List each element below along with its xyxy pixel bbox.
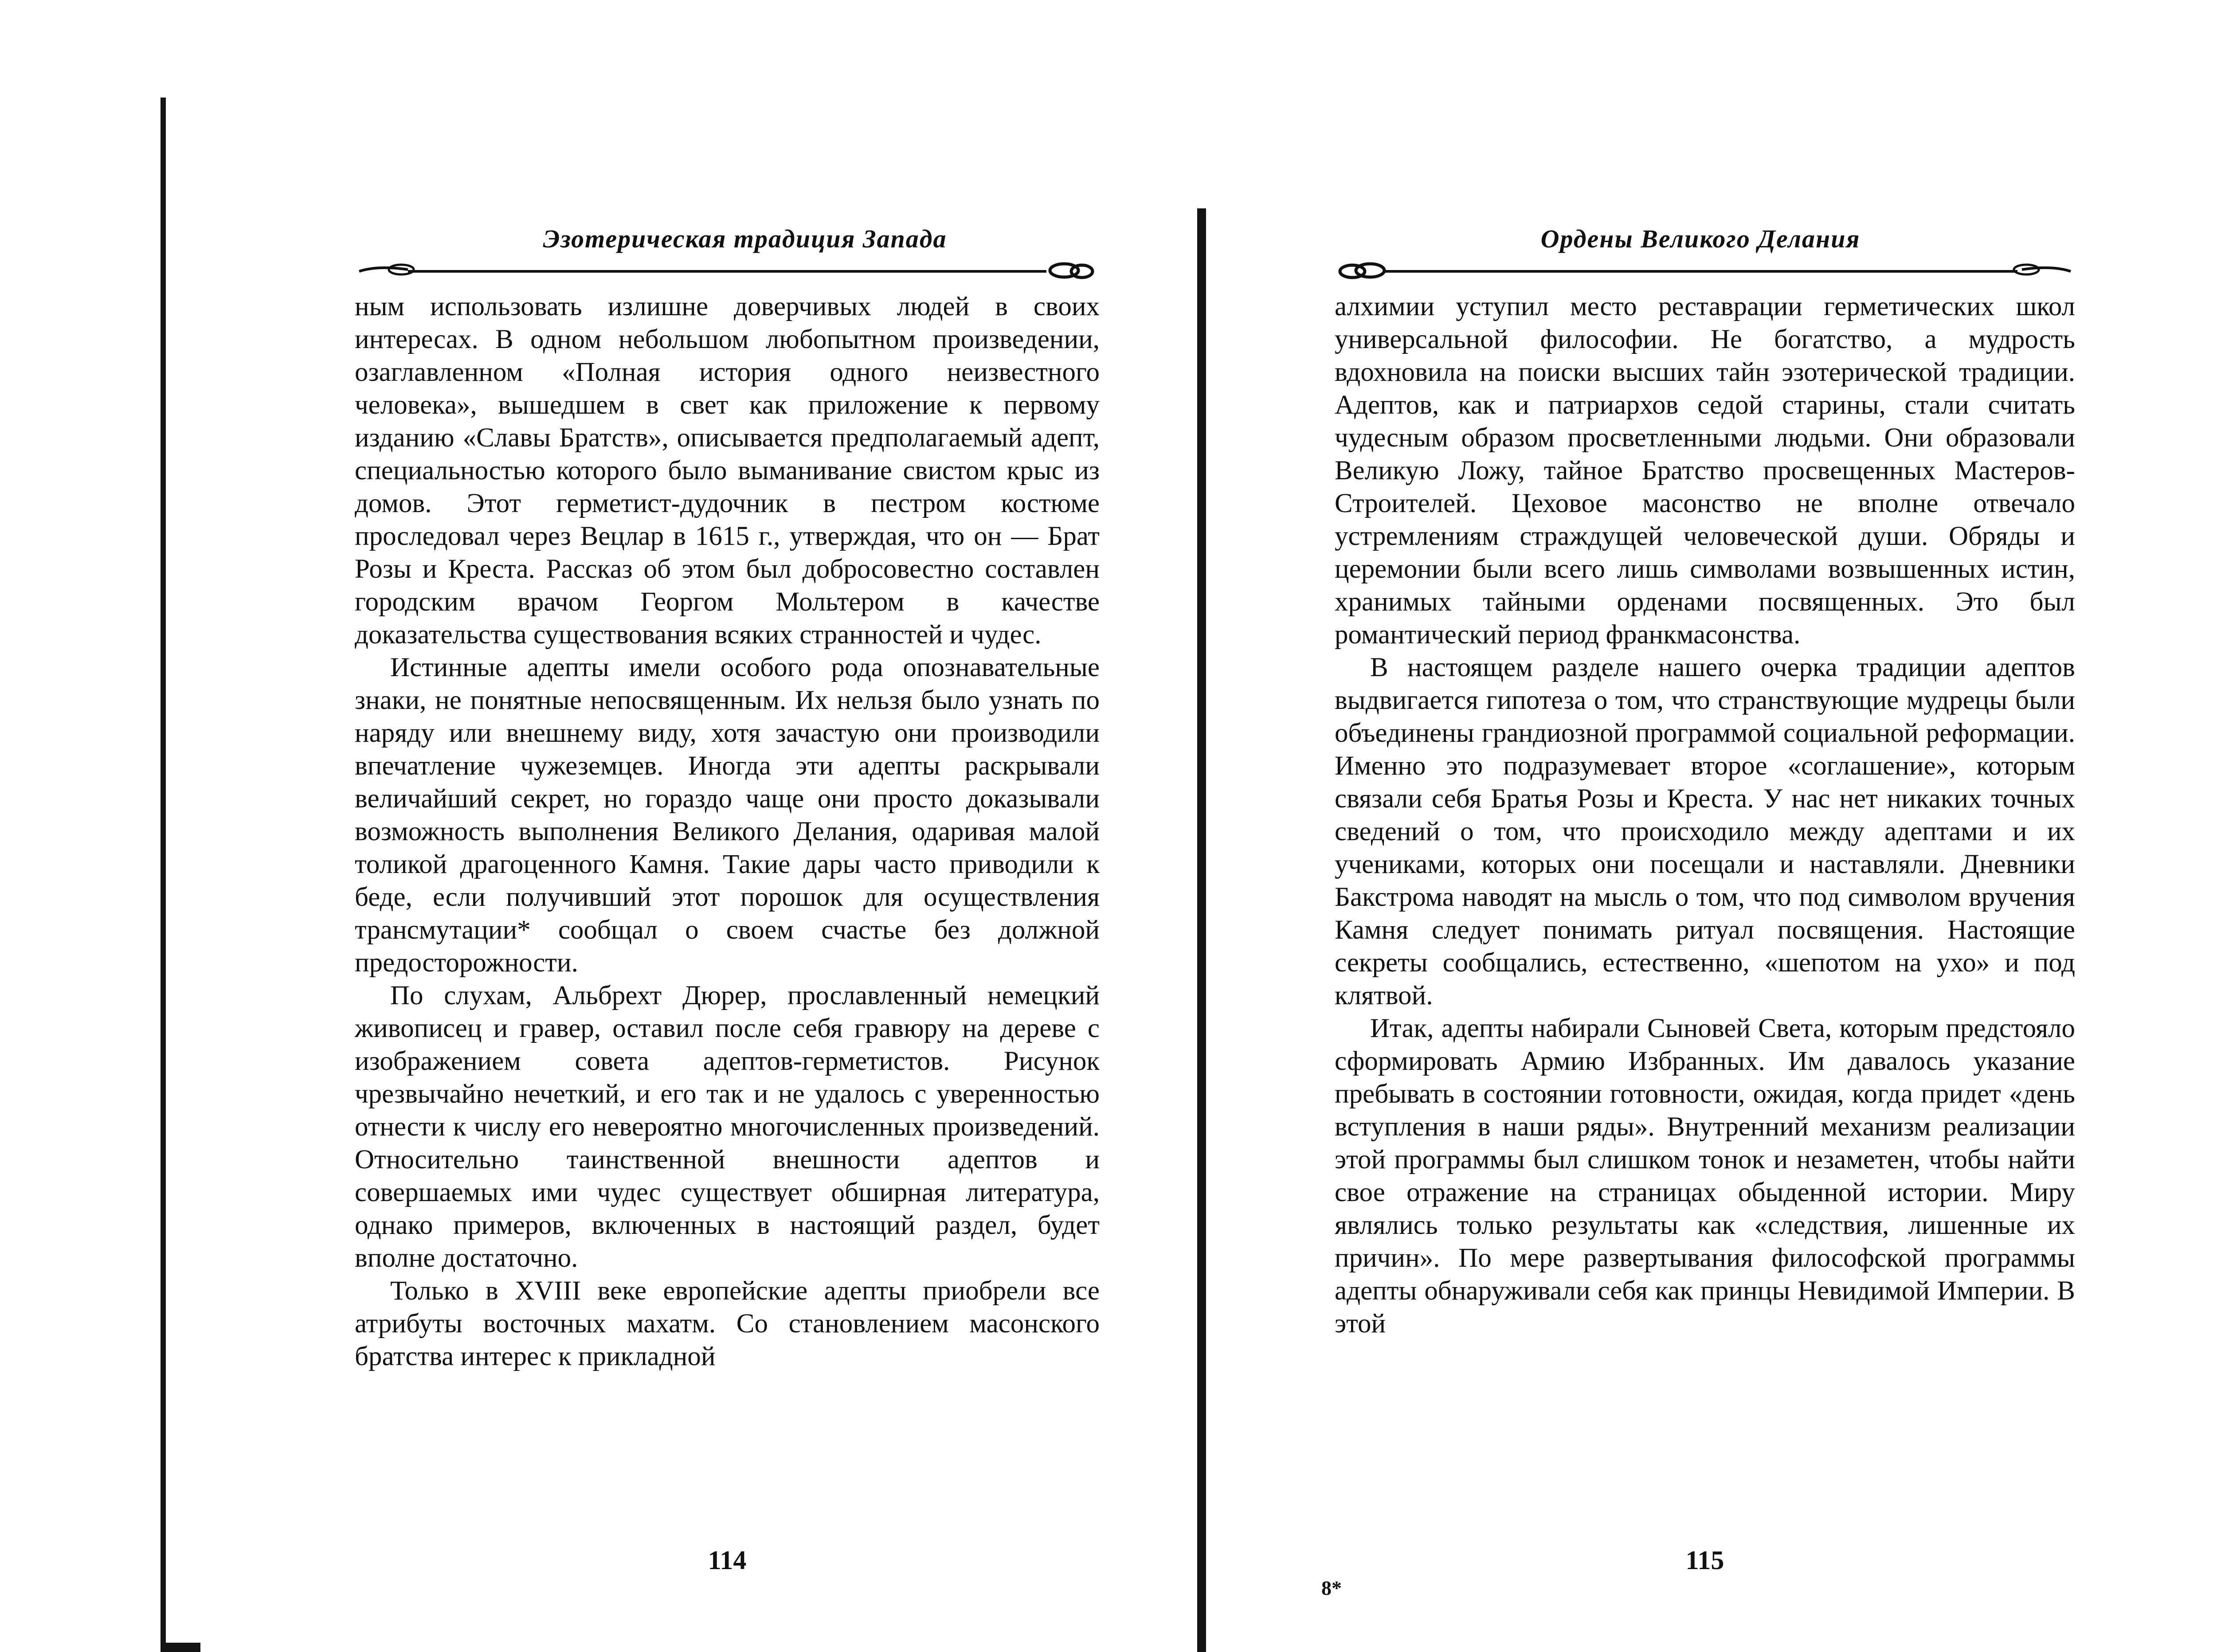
paragraph: Только в XVIII веке европейские адепты приобрели все атрибуты восточных махатм. Со становлением масонского братства интерес к прикладной <box>355 1276 1100 1371</box>
left-ornamental-rule <box>355 257 1100 284</box>
paragraph: В настоящем разделе нашего очерка традиции адептов выдвигается гипотеза о том, что странствующие мудрецы были объединены грандиозной программой социальной реформации. Именно это подразумевает второе «соглашение», которым связали себя Братья Розы и Креста. У нас нет никаких точных сведений о том, что происходило между адептами и их учениками, которых они посещали и наставляли. Дневники Бакстрома наводят на мысль о том, что под символом вручения Камня следует понимать ритуал посвящения. Настоящие секреты сообщались, естественно, «шепотом на ухо» и под клятвой. <box>1335 653 2075 1010</box>
center-gutter-edge <box>1197 208 1206 1652</box>
left-running-head: Эзотерическая традиция Запада <box>543 224 947 253</box>
left-scan-edge <box>161 98 166 1652</box>
paragraph: Истинные адепты имели особого рода опознавательные знаки, не понятные непосвященным. Их нельзя было узнать по наряду или внешнему виду, хотя зачастую они производили впечатление чужеземцев. Иногда эти адепты раскрывали величайший секрет, но гораздо чаще они просто доказывали возможность выполнения Великого Делания, одаривая малой толикой драгоценного Камня. Такие дары часто приводили к беде, если получивший этот порошок для осуществления трансмутации* сообщал о своем счастье без должной предосторожности. <box>355 653 1100 978</box>
right-running-head: Ордены Великого Делания <box>1540 224 1861 253</box>
page-number: 115 <box>1685 1546 1724 1575</box>
left-scan-foot <box>161 1643 200 1652</box>
signature-mark: 8* <box>1321 1577 1342 1599</box>
paragraph: По слухам, Альбрехт Дюрер, прославленный немецкий живописец и гравер, оставил после себя гравюру на дереве с изображением совета адептов-герметистов. Рисунок чрезвычайно нечеткий, и его так и не удалось с уверенностью отнести к числу его невероятно многочисленных произведений. Относительно таинственной внешности адептов и совершаемых ими чудес существует обширная литература, однако примеров, включенных в настоящий раздел, будет вполне достаточно. <box>355 981 1100 1273</box>
left-body-text <box>355 290 1100 1373</box>
page-number: 114 <box>708 1546 747 1575</box>
paragraph: Итак, адепты набирали Сыновей Света, которым предстояло сформировать Армию Избранных. Им давалось указание пребывать в состоянии готовности, ожидая, когда придет «день вступления в наши ряды». Внутренний механизм реализации этой программы был слишком тонок и незаметен, чтобы найти свое отражение на страницах обыденной истории. Миру являлись только результаты как «следствия, лишенные их причин». По мере развертывания философской программы адепты обнаруживали себя как принцы Невидимой Империи. В этой <box>1335 1014 2075 1339</box>
paragraph: алхимии уступил место реставрации герметических школ универсальной философии. Не богатство, а мудрость вдохновила на поиски высших тайн эзотерической традиции. Адептов, как и патриархов седой старины, стали считать чудесным образом просветленными людьми. Они образовали Великую Ложу, тайное Братство просвещенных Мастеров-Строителей. Цеховое масонство не вполне отвечало устремлениям страждущей человеческой души. Обряды и церемонии были всего лишь символами возвышенных истин, хранимых тайными орденами посвященных. Это был романтический период франкмасонства. <box>1335 292 2075 650</box>
right-body-text <box>1335 290 2075 1340</box>
right-ornamental-rule <box>1335 257 2075 284</box>
paragraph: ным использовать излишне доверчивых людей в своих интересах. В одном небольшом любопытном произведении, озаглавленном «Полная история одного неизвестного человека», вышедшем в свет как приложение к первому изданию «Славы Братств», описывается предполагаемый адепт, специальностью которого было выманивание свистом крыс из домов. Этот герметист-дудочник в пестром костюме проследовал через Вецлар в 1615 г., утверждая, что он — Брат Розы и Креста. Рассказ об этом был добросовестно составлен городским врачом Георгом Мольтером в качестве доказательства существования всяких странностей и чудес. <box>355 292 1100 650</box>
